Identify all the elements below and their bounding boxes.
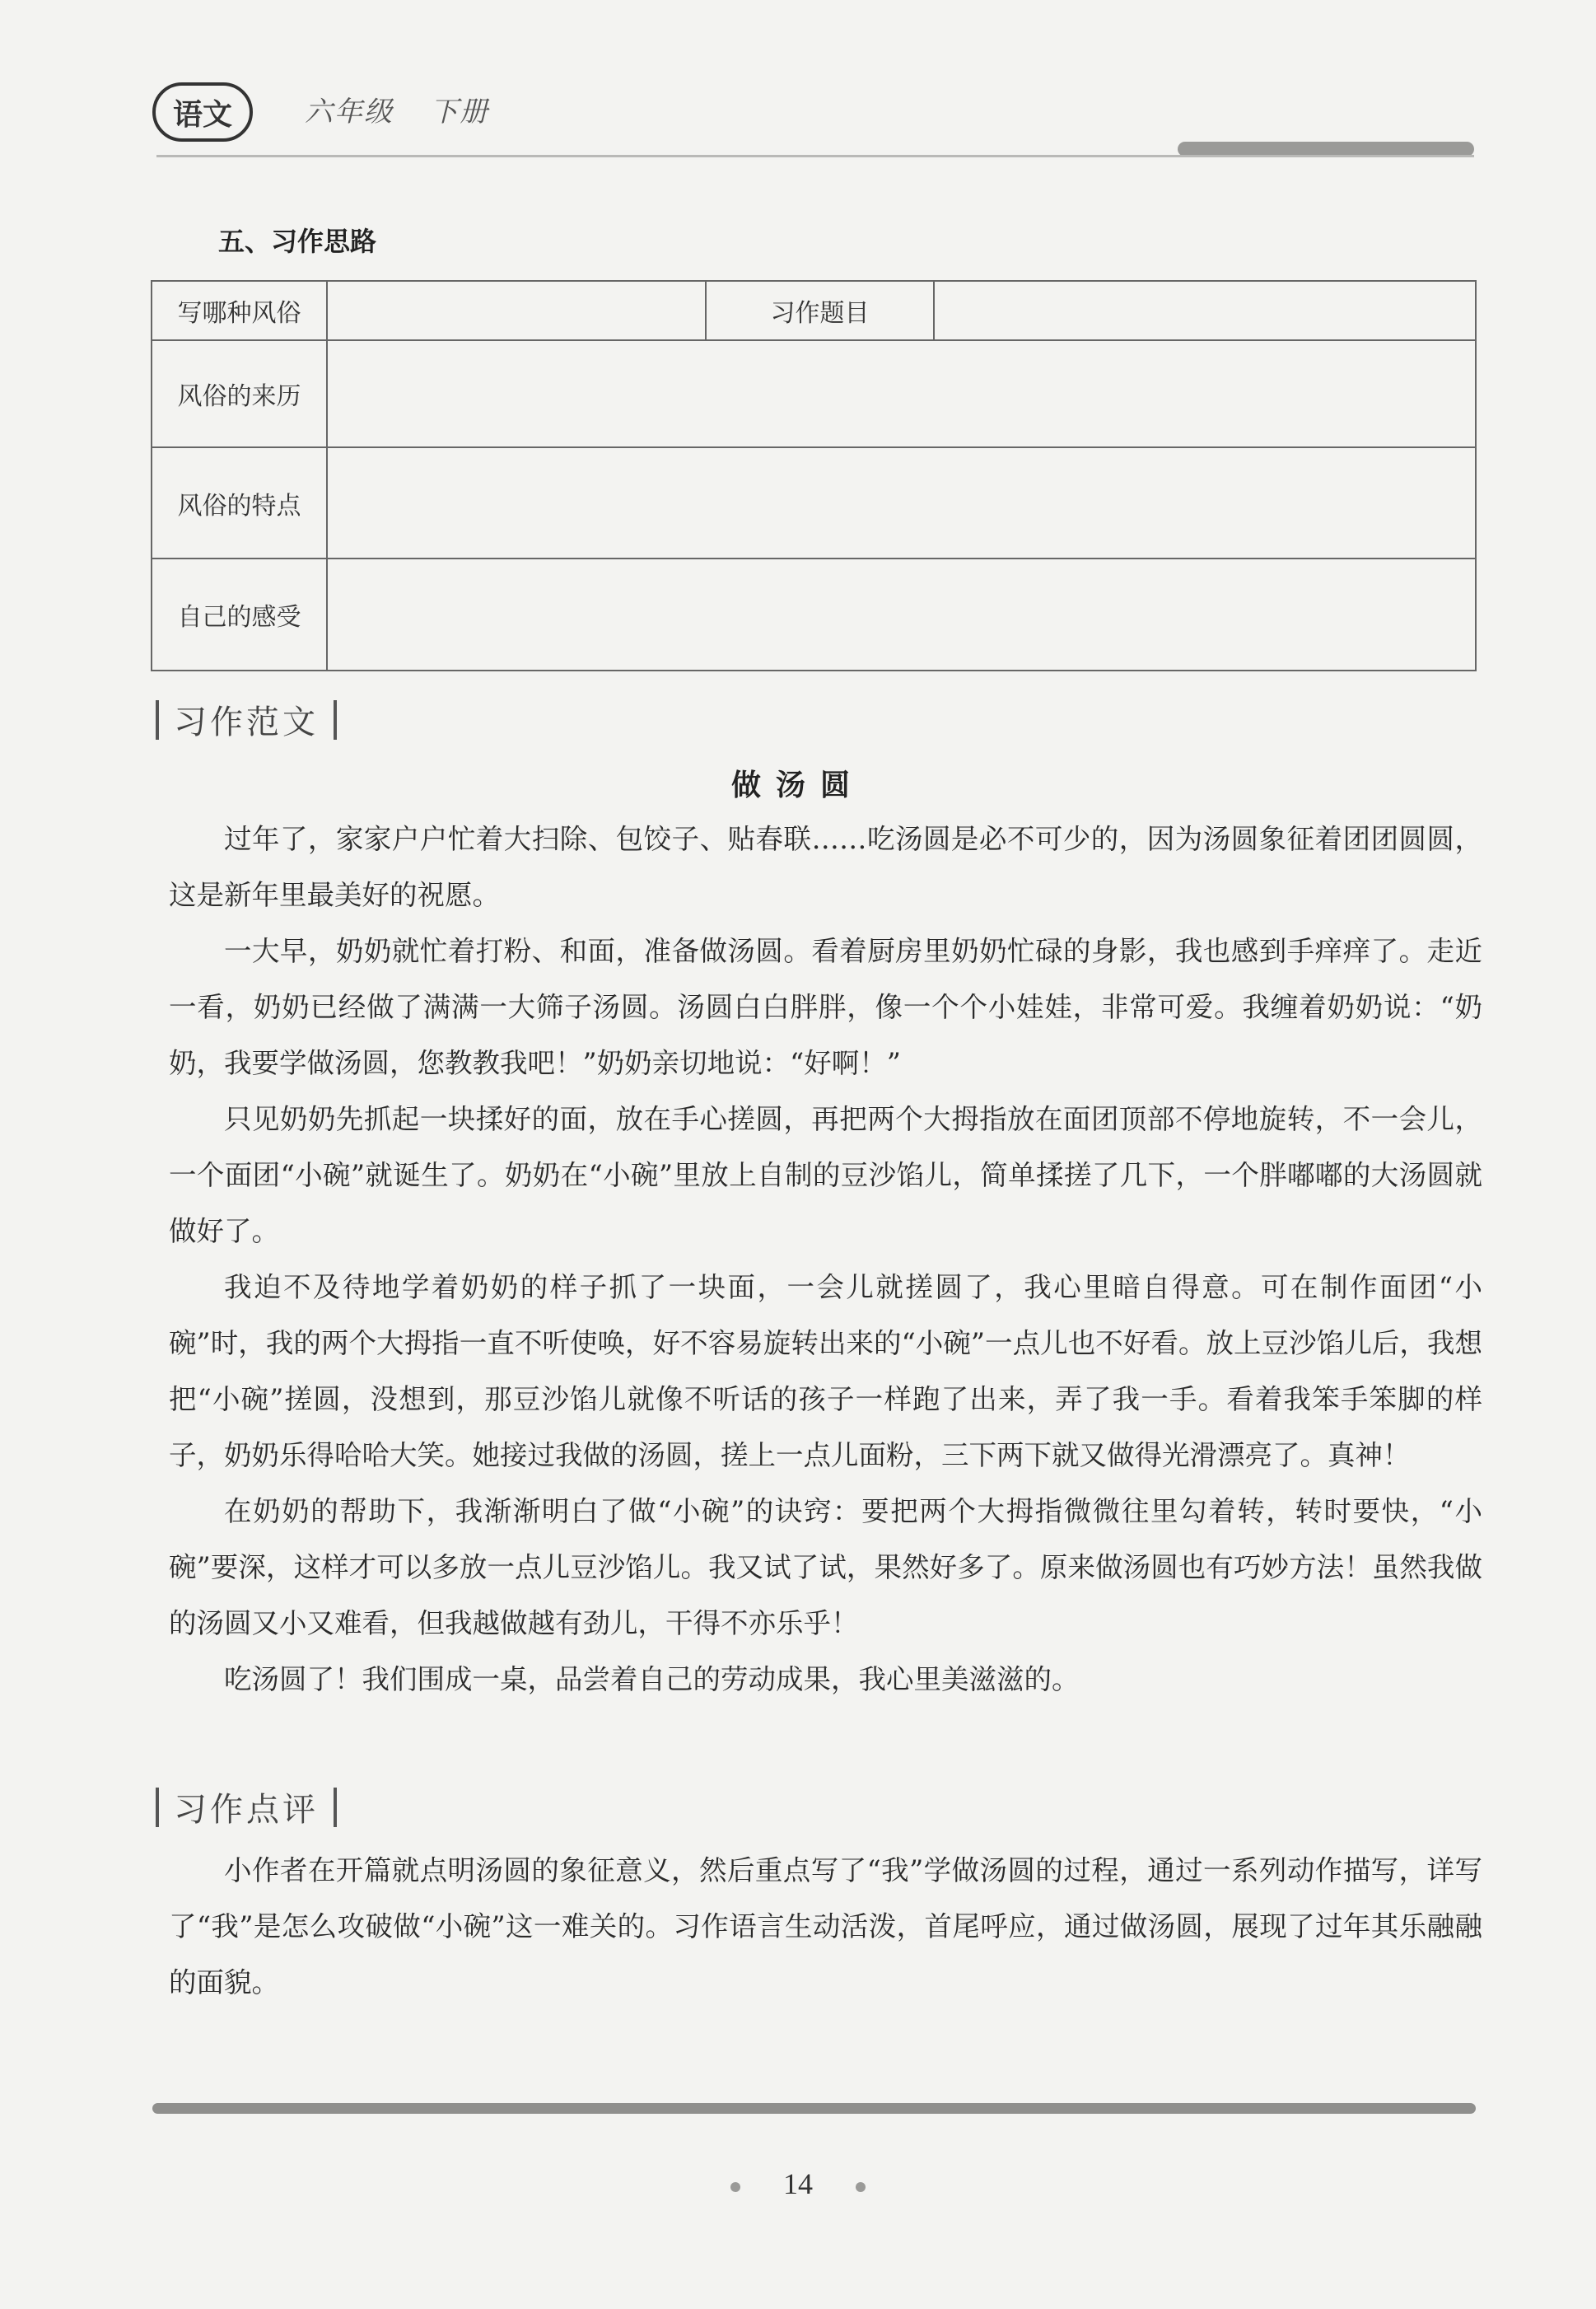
section-title: 五、习作思路 [218, 226, 377, 257]
volume-label: 下册 [430, 96, 489, 129]
footer-dot-right [856, 2182, 866, 2192]
essay-paragraph: 过年了，家家户户忙着大扫除、包饺子、贴春联……吃汤圆是必不可少的，因为汤圆象征着团团圆圆，这是新年里最美好的祝愿。 [169, 823, 1482, 911]
essay-paragraph: 在奶奶的帮助下，我渐渐明白了做“小碗”的诀窍：要把两个大拇指微微往里勾着转，转时要快，“小碗”要深，这样才可以多放一点儿豆沙馅儿。我又试了试，果然好多了。原来做汤圆也有巧妙方法！虽然我做的汤圆又小又难看，但我越做越有劲儿，干得不亦乐乎！ [169, 1495, 1482, 1639]
grade-label: 六年级 [305, 96, 394, 129]
table-row [152, 340, 1476, 447]
table-row [152, 281, 1476, 340]
feelings-answer-cell[interactable] [327, 559, 1476, 671]
page-number-row [0, 2166, 1596, 2201]
table-row [152, 447, 1476, 559]
row-label-essay-title: 习作题目 [706, 281, 934, 340]
row-label-custom: 写哪种风俗 [152, 281, 327, 340]
essay-title-answer-cell[interactable] [934, 281, 1476, 340]
essay-paragraph: 我迫不及待地学着奶奶的样子抓了一块面，一会儿就搓圆了，我心里暗自得意。可在制作面团“小碗”时，我的两个大拇指一直不听使唤，好不容易旋转出来的“小碗”一点儿也不好看。放上豆沙馅儿后，我想把“小碗”搓圆，没想到，那豆沙馅儿就像不听话的孩子一样跑了出来，弄了我一手。看着我笨手笨脚的样子，奶奶乐得哈哈大笑。她接过我做的汤圆，搓上一点儿面粉，三下两下就又做得光滑漂亮了。真神！ [169, 1271, 1482, 1471]
essay-title: 做汤圆 [730, 769, 865, 802]
heading-bar-left [156, 1788, 159, 1827]
row-label-feelings: 自己的感受 [152, 559, 327, 671]
comment-paragraph: 小作者在开篇就点明汤圆的象征意义，然后重点写了“我”学做汤圆的过程，通过一系列动作描写，详写了“我”是怎么攻破做“小碗”这一难关的。习作语言生动活泼，首尾呼应，通过做汤圆，展现了过年其乐融融的面貌。 [169, 1854, 1482, 1998]
header-divider [156, 155, 1474, 157]
features-answer-cell[interactable] [327, 447, 1476, 559]
custom-answer-cell[interactable] [327, 281, 706, 340]
subject-logo: 语文 [152, 82, 253, 142]
sample-essay-heading [151, 696, 352, 743]
writing-plan-table [151, 280, 1477, 671]
heading-bar-right [334, 700, 337, 740]
footer-dot-left [730, 2182, 740, 2192]
row-label-features: 风俗的特点 [152, 447, 327, 559]
essay-paragraph: 吃汤圆了！我们围成一桌，品尝着自己的劳动成果，我心里美滋滋的。 [224, 1663, 1080, 1695]
page-number: 14 [783, 2167, 813, 2200]
essay-paragraph: 一大早，奶奶就忙着打粉、和面，准备做汤圆。看着厨房里奶奶忙碌的身影，我也感到手痒痒了。走近一看，奶奶已经做了满满一大筛子汤圆。汤圆白白胖胖，像一个个小娃娃，非常可爱。我缠着奶奶说：“奶奶，我要学做汤圆，您教教我吧！”奶奶亲切地说：“好啊！” [169, 935, 1482, 1079]
comment-heading-text: 习作点评 [174, 1791, 319, 1829]
comment-heading [151, 1783, 352, 1830]
table-row [152, 559, 1476, 671]
essay-body [169, 811, 1482, 1708]
heading-bar-left [156, 700, 159, 740]
comment-body [169, 1843, 1482, 2011]
origin-answer-cell[interactable] [327, 340, 1476, 447]
row-label-origin: 风俗的来历 [152, 340, 327, 447]
heading-bar-right [334, 1788, 337, 1827]
essay-paragraph: 只见奶奶先抓起一块揉好的面，放在手心搓圆，再把两个大拇指放在面团顶部不停地旋转，不一会儿，一个面团“小碗”就诞生了。奶奶在“小碗”里放上自制的豆沙馅儿，简单揉搓了几下，一个胖嘟嘟的大汤圆就做好了。 [169, 1103, 1482, 1247]
footer-decor-bar [152, 2103, 1476, 2114]
sample-essay-heading-text: 习作范文 [174, 703, 319, 741]
header-subtitle [305, 89, 525, 129]
